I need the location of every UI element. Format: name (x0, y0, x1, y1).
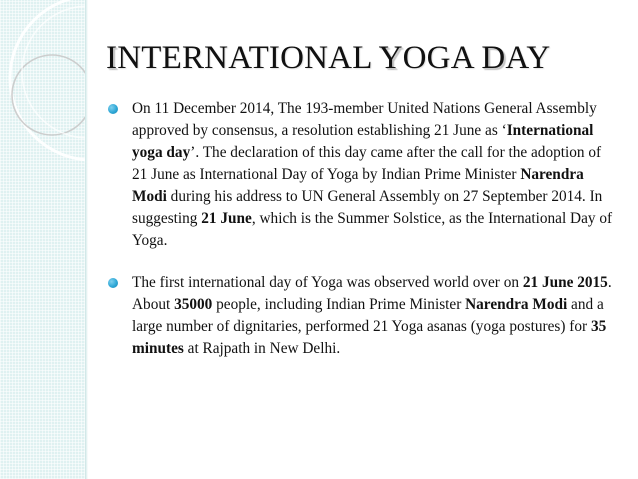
text-segment: The first international day of Yoga was observed world over on (132, 274, 523, 291)
text-segment: and a large number of dignitaries, performed 21 Yoga asanas (yoga postures) for (132, 296, 604, 335)
title-part: AY (505, 40, 551, 76)
bullet-dot-icon (108, 278, 118, 288)
bullet-dot-icon (108, 104, 118, 114)
bold-segment: 35000 (174, 296, 213, 313)
text-segment: , which is the Summer Solstice, as the International Day of Yoga. (132, 210, 613, 249)
bullet-text (132, 100, 612, 249)
text-segment: ’. The declaration of this day came after the call for the adoption of 21 June as International Day of Yoga by Indian Prime Minister (132, 144, 602, 183)
slide-title (106, 40, 550, 77)
slide-content (108, 98, 620, 360)
bold-segment: Narendra Modi (132, 166, 584, 205)
title-part: NTERNATIONAL (117, 40, 379, 76)
bold-segment: 21 June 2015 (522, 274, 608, 291)
title-part: Y (378, 40, 403, 76)
bold-segment: 21 June (201, 210, 252, 227)
title-part: D (481, 40, 506, 76)
decorative-sidebar (0, 0, 85, 479)
decorative-circles (0, 0, 85, 479)
bold-segment: Narendra Modi (465, 296, 568, 313)
title-part: OGA (402, 40, 482, 76)
bullet-item (108, 98, 620, 252)
bold-segment: 35 minutes (132, 318, 607, 357)
text-segment: . About (132, 274, 612, 313)
text-segment: people, including Indian Prime Minister (212, 296, 466, 313)
sidebar-edge (85, 0, 88, 479)
text-segment: at Rajpath in New Delhi. (183, 340, 341, 357)
bullet-text (132, 274, 612, 357)
title-part: I (106, 40, 118, 76)
text-segment: On 11 December 2014, The 193-member United Nations General Assembly approved by consensus, a resolution establishing 21 June as ‘ (132, 100, 597, 139)
text-segment: during his address to UN General Assembly on 27 September 2014. In suggesting (132, 188, 603, 227)
bold-segment: International yoga day (132, 122, 594, 161)
bullet-item (108, 272, 620, 360)
